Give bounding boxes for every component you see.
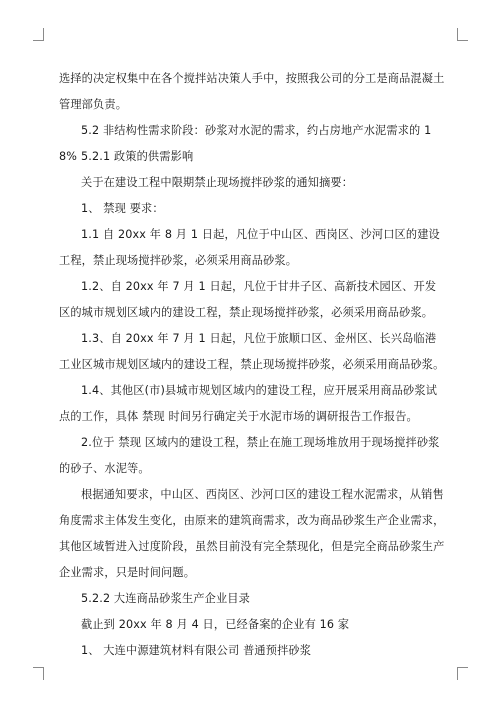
paragraph-item-1-2: 1.2、自 20xx 年 7 月 1 日起，凡位于甘井子区、高新技术园区、开发区的城市规划区域内的建设工程，禁止现场搅拌砂浆，必须采用商品砂浆。 bbox=[59, 280, 437, 319]
paragraph-section-5-2-2: 5.2.2 大连商品砂浆生产企业目录 bbox=[81, 592, 250, 605]
paragraph-requirement-heading: 1、 禁现 要求： bbox=[81, 202, 164, 215]
paragraph-registered-count: 截止到 20xx 年 8 月 4 日，已经备案的企业有 16 家 bbox=[81, 618, 350, 631]
paragraph-section-5-2-1: 5.2.1 政策的供需影响 bbox=[81, 150, 194, 163]
crop-mark-top-left bbox=[33, 28, 44, 41]
paragraph-notice-summary: 关于在建设工程中限期禁止现场搅拌砂浆的通知摘要： bbox=[81, 176, 354, 189]
paragraph-section-5-2: 5.2 非结构性需求阶段：砂浆对水泥的需求，约占房地产水泥需求的 18% bbox=[59, 124, 432, 163]
paragraph-item-2: 2.位于 禁现 区域内的建设工程，禁止在施工现场堆放用于现场搅拌砂浆的砂子、水泥等。 bbox=[59, 436, 440, 475]
paragraph-company-1: 1、 大连中源建筑材料有限公司 普通预拌砂浆 bbox=[81, 644, 312, 657]
paragraph-item-1-1: 1.1 自 20xx 年 8 月 1 日起，凡位于中山区、西岗区、沙河口区的建设工程，禁止现场搅拌砂浆，必须采用商品砂浆。 bbox=[59, 228, 440, 267]
paragraph-analysis: 根据通知要求，中山区、西岗区、沙河口区的建设工程水泥需求，从销售角度需求主体发生变化，由原来的建筑商需求，改为商品砂浆生产企业需求，其他区域暂进入过度阶段，虽然目前没有完全禁现化，但是完全商品砂浆生产企业需求，只是时间问题。 bbox=[59, 488, 445, 579]
crop-mark-bottom-left bbox=[33, 667, 44, 680]
paragraph-item-1-4: 1.4、其他区(市)县城市规划区域内的建设工程，应开展采用商品砂浆试点的工作，具体 禁现 时间另行确定关于水泥市场的调研报告工作报告。 bbox=[59, 384, 438, 423]
paragraph-intro-continuation: 选择的决定权集中在各个搅拌站决策人手中，按照我公司的分工是商品混凝土管理部负责。 bbox=[59, 72, 445, 111]
crop-mark-top-right bbox=[457, 28, 468, 41]
paragraph-item-1-3: 1.3、自 20xx 年 7 月 1 日起，凡位于旅顺口区、金州区、长兴岛临港工业区城市规划区域内的建设工程，禁止现场搅拌砂浆，必须采用商品砂浆。 bbox=[59, 332, 445, 371]
crop-mark-bottom-right bbox=[457, 667, 468, 680]
